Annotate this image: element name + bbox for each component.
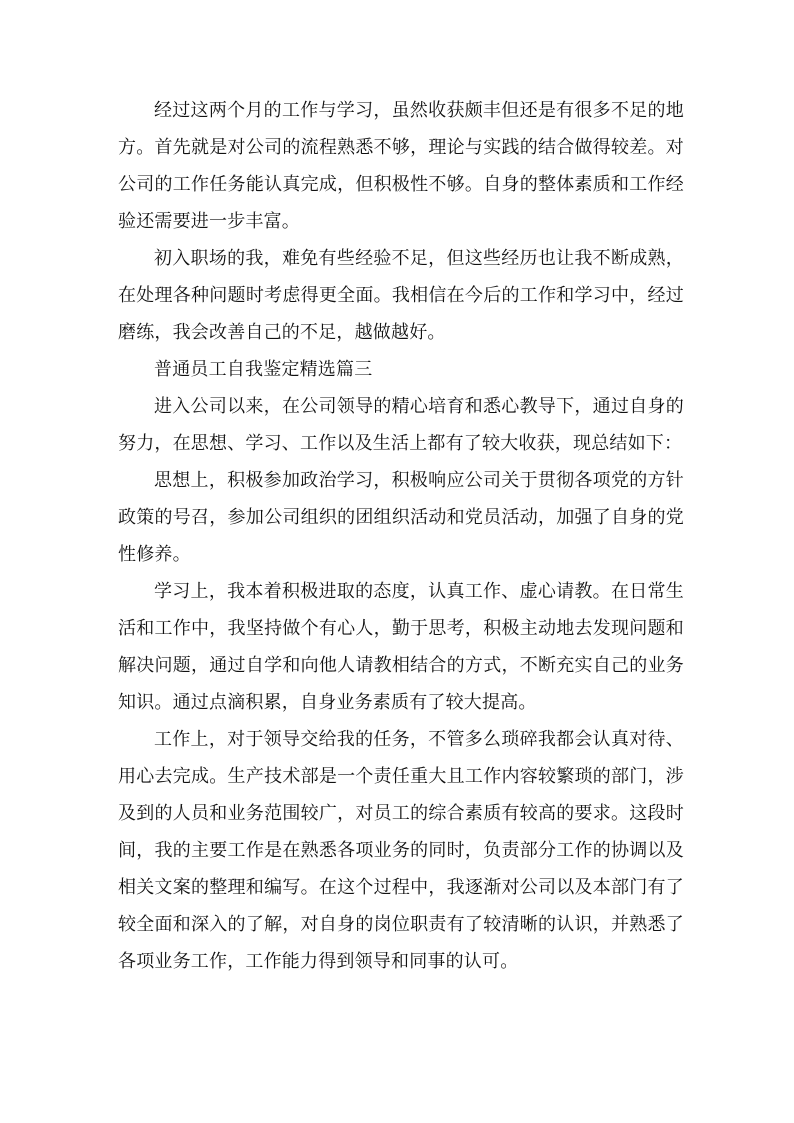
paragraph-study: 学习上，我本着积极进取的态度，认真工作、虚心请教。在日常生活和工作中，我坚持做个有心人，勤于思考，积极主动地去发现问题和解决问题，通过自学和向他人请教相结合的方式，不断充实自己的业务知识。通过点滴积累，自身业务素质有了较大提高。: [118, 581, 684, 713]
paragraph-experience-shortcomings: 经过这两个月的工作与学习，虽然收获颇丰但还是有很多不足的地方。首先就是对公司的流程熟悉不够，理论与实践的结合做得较差。对公司的工作任务能认真完成，但积极性不够。自身的整体素质和工作经验还需要进一步丰富。: [118, 100, 684, 232]
paragraph-introduction: 进入公司以来，在公司领导的精心培育和悉心教导下，通过自身的努力，在思想、学习、工作以及生活上都有了较大收获，现总结如下：: [118, 396, 684, 454]
paragraph-thought: 思想上，积极参加政治学习，积极响应公司关于贯彻各项党的方针政策的号召，参加公司组织的团组织活动和党员活动，加强了自身的党性修养。: [118, 470, 684, 565]
document-body: [118, 92, 684, 980]
paragraph-growth: 初入职场的我，难免有些经验不足，但这些经历也让我不断成熟，在处理各种问题时考虑得更全面。我相信在今后的工作和学习中，经过磨练，我会改善自己的不足，越做越好。: [118, 248, 684, 343]
paragraph-work: 工作上，对于领导交给我的任务，不管多么琐碎我都会认真对待、用心去完成。生产技术部是一个责任重大且工作内容较繁琐的部门，涉及到的人员和业务范围较广，对员工的综合素质有较高的要求。这段时间，我的主要工作是在熟悉各项业务的同时，负责部分工作的协调以及相关文案的整理和编写。在这个过程中，我逐渐对公司以及本部门有了较全面和深入的了解，对自身的岗位职责有了较清晰的认识，并熟悉了各项业务工作，工作能力得到领导和同事的认可。: [118, 729, 684, 972]
section-heading: 普通员工自我鉴定精选篇三: [154, 359, 373, 380]
